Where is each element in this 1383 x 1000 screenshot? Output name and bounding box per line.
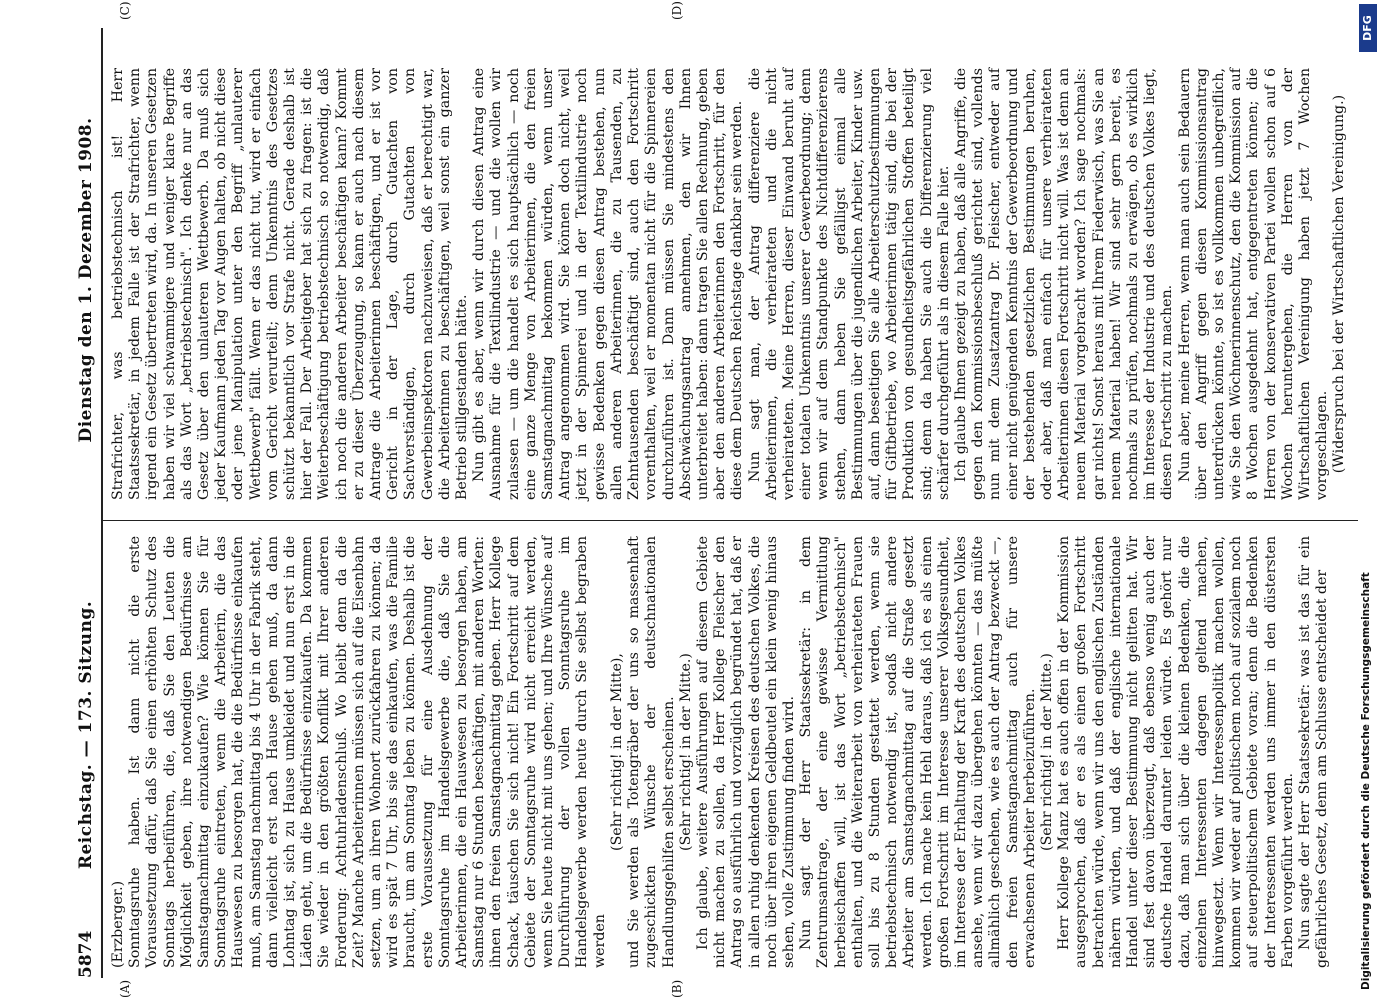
interjection: (Widerspruch bei der Wirtschaftlichen Vereinigung.) — [1331, 94, 1348, 474]
interjection: (Sehr richtig! in der Mitte), — [608, 653, 625, 851]
interjection: (Sehr richtig! in der Mitte.) — [677, 653, 694, 851]
paragraph: Ich glaube Ihnen gezeigt zu haben, daß alle Angriffe, die gegen den Kommissionsbeschluß gerichtet sind, vollends nun mit dem Zusatzantrag Dr. Fleischer, entweder auf einer nicht genügenden Kenntnis der Gewerbeordnung und der bestehenden gesetzlichen Bestimmungen beruhen, oder aber, daß man einfach für unsere verheirateten Arbeiterinnen diesen Fortschritt nicht will. Was ist denn an neuem Material vorgebracht worden? Ich sage nochmals: gar nichts! Sonst heraus mit Ihrem Fiederwisch, was Sie an neuem Material haben! Wir sind sehr gern bereit, es nochmals zu prüfen, nochmals zu erwägen, ob es wirklich im Interesse der Industrie und des deutschen Volkes liegt, diesen Fortschritt zu machen. — [952, 68, 1176, 500]
interjection: (Sehr richtig! in der Mitte.) — [1038, 653, 1055, 851]
digitization-note-text: Digitalisierung gefördert durch die Deutsche Forschungsgemeinschaft — [1360, 572, 1372, 990]
page-number: 5874 — [76, 930, 96, 978]
header-rule — [101, 28, 103, 978]
paragraph: Herr Kollege Manz hat es auch offen in der Kommission ausgesprochen, daß er es als einen großen Fortschritt betrachten würde, wenn wir uns den englischen Zuständen nähern würden, und daß der englische internationale Handel unter dieser Bestimmung nicht gelitten hat. Wir sind fest davon überzeugt, daß ebenso wenig auch der deutsche Handel darunter leiden würde. Es gehört nur dazu, daß man sich über die kleinen Bedenken, die die einzelnen Interessenten dagegen geltend machen, hinwegsetzt. Wenn wir Interessenpolitik machen wollen, kommen wir weder auf politischem noch auf sozialem noch auf steuerpolitischem Gebiete voran; denn die Bedenken der Interessenten werden uns immer in den düstersten Farben vorgeführt werden. — [1056, 536, 1296, 968]
margin-mark-c: (C) — [118, 1, 132, 20]
paragraph: Nun gibt es aber, wenn wir durch diesen Antrag eine Ausnahme für die Textilindustrie — und die wollen wir zulassen — um die handelt es sich hauptsächlich — noch eine ganze Menge von Arbeiterinnen, die den freien Samstagnachmittag bekommen würden, wenn unser Antrag angenommen wird. Sie können doch nicht, weil jetzt in der Spinnerei und in der Textilindustrie noch gewisse Bedenken gegen diesen Antrag bestehen, nun allen anderen Arbeiterinnen, die zu Tausenden, zu Zehntausenden beschäftigt sind, auch den Fortschritt vorenthalten, weil er momentan nicht für die Spinnereien durchzuführen ist. Dann müssen Sie mindestens den Abschwächungsantrag annehmen, den wir Ihnen unterbreitet haben: dann tragen Sie allen Rechnung, geben aber den anderen Arbeiterinnen den Fortschritt, für den diese dem Deutschen Reichstage dankbar sein werden. — [471, 68, 746, 500]
paragraph: Nun aber, meine Herren, wenn man auch sein Bedauern über den Angriff gegen diesen Kommissionsantrag unterdrücken könnte, so ist es vollkommen unbegreiflich, wie Sie den Wöchnerinnenschutz, den die Kommission auf 8 Wochen ausgedehnt hat, entgegentreten können; die Herren von der konservativen Partei wollen schon auf 6 Wochen heruntergehen, die Herren von der Wirtschaftlichen Vereinigung haben jetzt 7 Wochen vorgeschlagen. — [1176, 68, 1331, 500]
paragraph: Sonntagsruhe haben. Ist dann nicht die erste Voraussetzung dafür, daß Sie einen erhöhten Schutz des Sonntags herbeiführen, die, daß Sie den Leuten die Möglichkeit geben, ihre notwendigen Bedürfnisse am Samstagnachmittag einzukaufen? Wie können Sie für Sonntagsruhe eintreten, wenn die Arbeiterin, die das Hauswesen zu besorgen hat, die die Bedürfnisse einkaufen muß, am Samstag nachmittag bis 4 Uhr in der Fabrik steht, dann vielleicht erst nach Hause gehen muß, da dann Lohntag ist, sich zu Hause umkleidet und nun erst in die Läden geht, um die Bedürfnisse einzukaufen. Da kommen Sie wieder in den größten Konflikt mit Ihrer anderen Forderung: Achtuhrladenschluß. Wo bleibt denn da die Zeit? Manche Arbeiterinnen müssen sich auf die Eisenbahn setzen, um an ihren Wohnort zurückfahren zu können; da wird es spät 7 Uhr, bis sie das einkaufen, was die Familie braucht, um am Sonntag leben zu können. Deshalb ist die erste Voraussetzung für eine Ausdehnung der Sonntagsruhe im Handelsgewerbe die, daß Sie die Arbeiterinnen, die ein Hauswesen zu besorgen haben, am Samstag nur 6 Stunden beschäftigen, mit anderen Worten: ihnen den freien Samstagnachmittag geben. Herr Kollege Schack, täuschen Sie sich nicht! Ein Fortschritt auf dem Gebiete der Sonntagsruhe wird nicht erreicht werden, wenn Sie heute nicht mit uns gehen; und Ihre Wünsche auf Durchführung der vollen Sonntagsruhe im Handelsgewerbe werden heute durch Sie selbst begraben werden — [127, 536, 608, 968]
column-divider — [103, 520, 1358, 521]
margin-mark-d: (D) — [670, 1, 684, 20]
paragraph: Ich glaube, weitere Ausführungen auf diesem Gebiete nicht machen zu sollen, da Herr Kollege Fleischer den Antrag so ausführlich und vorzüglich begründet hat, daß er in allen ruhig denkenden Kreisen des deutschen Volkes, die noch über ihren eigenen Geldbeutel ein klein wenig hinaus sehen, volle Zustimmung finden wird. — [694, 536, 797, 968]
running-header-left: Reichstag. — 173. Sitzung. — [76, 600, 96, 870]
paragraph: Nun sagt der Herr Staatssekretär: in dem Zentrumsantrage, der eine gewisse Vermittlung herbeischaffen will, ist das Wort „betriebstechnisch" enthalten, und die Weiterarbeit von verheirateten Frauen soll bis zu 8 Stunden gestattet werden, wenn sie betriebstechnisch notwendig ist, sodaß nicht andere Arbeiter am Samstagnachmittag auf die Straße gesetzt werden. Ich mache kein Hehl daraus, daß ich es als einen großen Fortschritt im Interesse unserer Volksgesundheit, im Interesse der Erhaltung der Kraft des deutschen Volkes ansehe, wenn wir dazu übergehen könnten — das müßte allmählich geschehen, wie es auch der Antrag bezweckt —, den freien Samstagnachmittag auch für unsere erwachsenen Arbeiter herbeizuführen. — [798, 536, 1038, 968]
speaker-label: (Erzberger.) — [110, 880, 126, 968]
paragraph: Strafrichter, was betriebstechnisch ist! Herr Staatssekretär, in jedem Falle ist der Strafrichter, wenn irgend ein Gesetz übertreten wird, da. In unseren Gesetzen haben wir viel schwammigere und weniger klare Begriffe als das Wort „betriebstechnisch". Ich denke nur an das Gesetz über den unlauteren Wettbewerb. Da muß sich jeder Kaufmann jeden Tag vor Augen halten, ob nicht diese oder jene Manipulation unter den Begriff „unlauterer Wettbewerb" fällt. Wenn er das nicht tut, wird er einfach vom Gericht verurteilt; denn Unkenntnis des Gesetzes schützt bekanntlich vor Strafe nicht. Gerade deshalb ist hier der Fall. Der Arbeitgeber hat sich zu fragen: ist die Weiterbeschäftigung betriebstechnisch so notwendig, daß ich noch die anderen Arbeiter beschäftigen kann? Kommt er zu dieser Überzeugung, so kann er auch nach diesem Antrage die Arbeiterinnen beschäftigen, und er ist vor Gericht in der Lage, durch Gutachten von Sachverständigen, durch Gutachten von Gewerbeinspektoren nachzuweisen, daß er berechtigt war, die Arbeiterinnen zu beschäftigen, weil sonst ein ganzer Betrieb stillgestanden hätte. — [110, 68, 471, 500]
paragraph: und Sie werden als Totengräber der uns so massenhaft zugeschickten Wünsche der deutschnationalen Handlungsgehilfen selbst erscheinen. — [626, 536, 677, 968]
margin-mark-a: (A) — [118, 979, 132, 998]
dfg-logo: DFG — [1359, 4, 1377, 52]
running-header-right: Dienstag den 1. Dezember 1908. — [76, 117, 96, 443]
margin-mark-b: (B) — [670, 979, 684, 998]
digitization-note — [1360, 10, 1376, 990]
right-column — [110, 68, 1349, 500]
left-column — [110, 536, 1331, 968]
paragraph: Nun sagte der Herr Staatssekretär: was ist das für ein gefährliches Gesetz, denn am Schlusse entscheidet der — [1297, 536, 1331, 968]
paragraph: Nun sagt man, der Antrag differenziere die Arbeiterinnen, die verheirateten und die nicht verheirateten. Meine Herren, dieser Einwand beruht auf einer totalen Unkenntnis unserer Gewerbeordnung; denn wenn wir auf dem Standpunkte des Nichtdifferenzierens stehen, dann heben Sie gefälligst einmal alle Bestimmungen über die jugendlichen Arbeiter, Kinder usw. auf, dann beseitigen Sie alle Arbeiterschutzbestimmungen für Giftbetriebe, wo Arbeiterinnen tätig sind, die bei der Produktion von gesundheitsgefährlichen Stoffen beteiligt sind; denn da haben Sie auch die Differenzierung viel schärfer durchgeführt als in diesem Falle hier. — [746, 68, 952, 500]
